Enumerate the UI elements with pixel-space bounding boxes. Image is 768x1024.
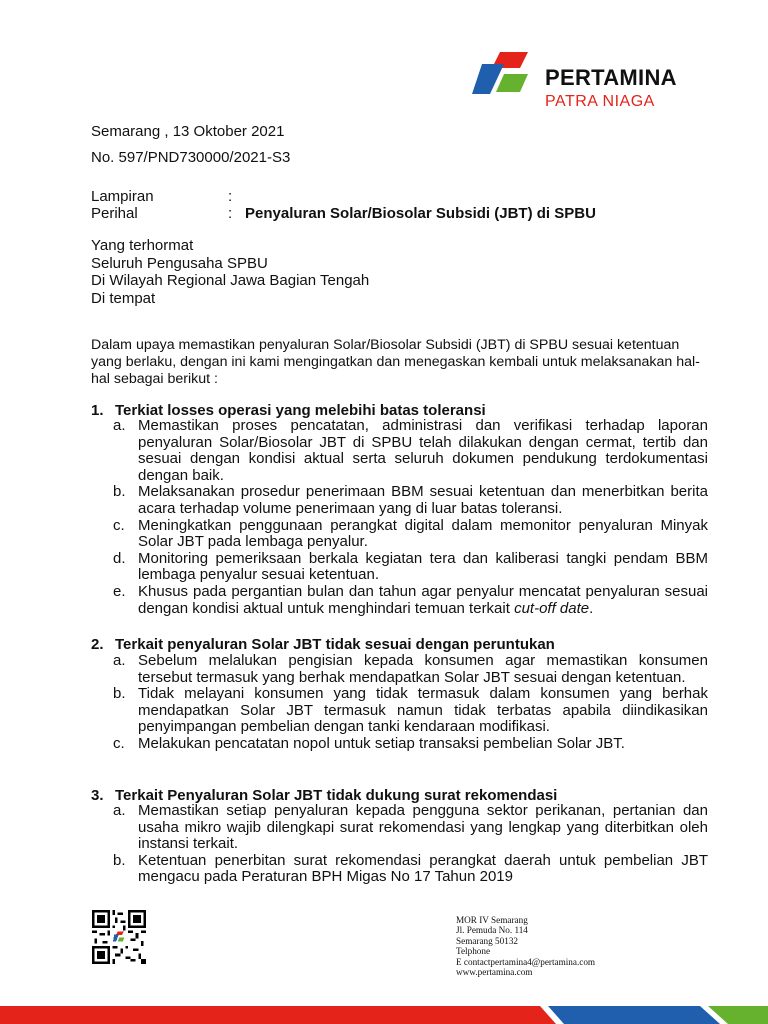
recipient-line: Seluruh Pengusaha SPBU xyxy=(91,254,268,272)
footer-line: Telphone xyxy=(456,946,491,957)
attachment-label: Lampiran xyxy=(91,188,154,205)
section-number: 3. xyxy=(91,787,104,804)
list-item xyxy=(113,736,708,753)
list-item xyxy=(113,853,708,886)
section-items xyxy=(113,418,708,617)
list-item xyxy=(113,518,708,551)
item-text: Melakukan pencatatan nopol untuk setiap transaksi pembelian Solar JBT. xyxy=(138,734,625,752)
pertamina-logo xyxy=(470,50,690,120)
footer-decorative-bar xyxy=(0,984,768,1024)
item-letter: d. xyxy=(113,549,126,567)
item-text: Ketentuan penerbitan surat rekomendasi perangkat daerah untuk pembelian JBT mengacu pada Peraturan BPH Migas No 17 Tahun 2019 xyxy=(138,851,708,886)
list-item xyxy=(113,484,708,517)
section-title-text: Terkiat losses operasi yang melebihi batas toleransi xyxy=(115,402,486,419)
pertamina-emblem-icon xyxy=(470,50,540,110)
item-letter: a. xyxy=(113,652,126,669)
item-letter: b. xyxy=(113,851,126,869)
section-items xyxy=(113,653,708,753)
footer-line: Semarang 50132 xyxy=(456,935,519,946)
section-title-text: Terkait Penyaluran Solar JBT tidak dukung surat rekomendasi xyxy=(115,787,558,804)
letter-number: No. 597/PND730000/2021-S3 xyxy=(91,149,291,166)
item-letter: c. xyxy=(113,734,125,752)
item-letter: c. xyxy=(113,516,125,534)
subject-label: Perihal xyxy=(91,205,138,222)
item-letter: a. xyxy=(113,802,126,819)
item-letter: e. xyxy=(113,582,126,600)
footer-address xyxy=(456,915,595,977)
section-title-text: Terkait penyaluran Solar JBT tidak sesuai dengan peruntukan xyxy=(115,636,555,653)
recipient-line: Yang terhormat xyxy=(91,237,194,254)
list-item xyxy=(113,584,708,617)
footer-line: E contactpertamina4@pertamina.com xyxy=(456,956,596,967)
footer-line: Jl. Pemuda No. 114 xyxy=(456,925,528,936)
item-letter: b. xyxy=(113,483,126,501)
item-text-tail: . xyxy=(589,599,594,617)
footer-line: MOR IV Semarang xyxy=(456,915,528,925)
brand-name: PERTAMINA xyxy=(545,65,677,90)
section-title xyxy=(91,636,555,653)
subject-value: Penyaluran Solar/Biosolar Subsidi (JBT) di SPBU xyxy=(245,205,596,222)
attachment-colon: : xyxy=(228,188,233,205)
recipient-line: Di Wilayah Regional Jawa Bagian Tengah xyxy=(91,272,370,289)
list-item xyxy=(113,653,708,686)
recipient-line: Di tempat xyxy=(91,289,156,307)
item-text: Memastikan proses pencatatan, administrasi dan verifikasi terhadap laporan penyaluran Solar/Biosolar JBT di SPBU telah dilakukan dengan cermat, tertib dan sesuai dengan kondisi aktual serta seluruh dokumen pendukung terdokumentasi dengan baik. xyxy=(138,417,708,484)
subject-colon: : xyxy=(228,205,233,222)
item-italic-term: cut-off date xyxy=(514,599,590,617)
section-items xyxy=(113,803,708,886)
item-text: Memastikan setiap penyaluran kepada pengguna sektor perikanan, pertanian dan usaha mikro wajib dilengkapi surat rekomendasi yang lengkap yang diterbitkan oleh instansi terkait. xyxy=(138,802,708,853)
place-date: Semarang , 13 Oktober 2021 xyxy=(91,123,285,140)
item-text: Meningkatkan penggunaan perangkat digital dalam memonitor penyaluran Minyak Solar JBT pada lembaga penyalur. xyxy=(138,516,708,551)
intro-paragraph: Dalam upaya memastikan penyaluran Solar/Biosolar Subsidi (JBT) di SPBU sesuai ketentuan yang berlaku, dengan ini kami mengingatkan dan menegaskan kembali untuk melaksanakan hal-hal sebagai berikut : xyxy=(91,337,700,387)
recipient-block xyxy=(91,237,369,307)
list-item xyxy=(113,803,708,853)
list-item xyxy=(113,418,708,484)
item-text: Tidak melayani konsumen yang tidak termasuk dalam konsumen yang berhak mendapatkan Solar JBT termasuk namun tidak terbatas apabila diindikasikan penyimpangan pembelian dengan tanki kendaraan modifikasi. xyxy=(138,685,708,736)
list-item xyxy=(113,686,708,736)
footer-line: www.pertamina.com xyxy=(456,967,533,978)
item-text: Sebelum melalukan pengisian kepada konsumen agar memastikan konsumen tersebut termasuk yang berhak mendapatkan Solar JBT sesuai dengan ketentuan. xyxy=(138,652,708,686)
qr-code xyxy=(92,910,146,964)
item-letter: a. xyxy=(113,417,126,434)
item-text: Melaksanakan prosedur penerimaan BBM sesuai ketentuan dan menerbitkan berita acara terhadap volume penerimaan yang di luar batas toleransi. xyxy=(138,483,708,517)
section-number: 2. xyxy=(91,636,104,653)
brand-subname: PATRA NIAGA xyxy=(545,93,655,110)
item-text: Khusus pada pergantian bulan dan tahun agar penyalur mencatat penyaluran sesuai dengan kondisi aktual untuk menghindari temuan terkait xyxy=(138,582,708,617)
list-item xyxy=(113,551,708,584)
item-letter: b. xyxy=(113,685,126,703)
section-number: 1. xyxy=(91,402,104,419)
item-text: Monitoring pemeriksaan berkala kegiatan tera dan kaliberasi tangki pendam BBM lembaga penyalur sesuai ketentuan. xyxy=(138,549,708,584)
